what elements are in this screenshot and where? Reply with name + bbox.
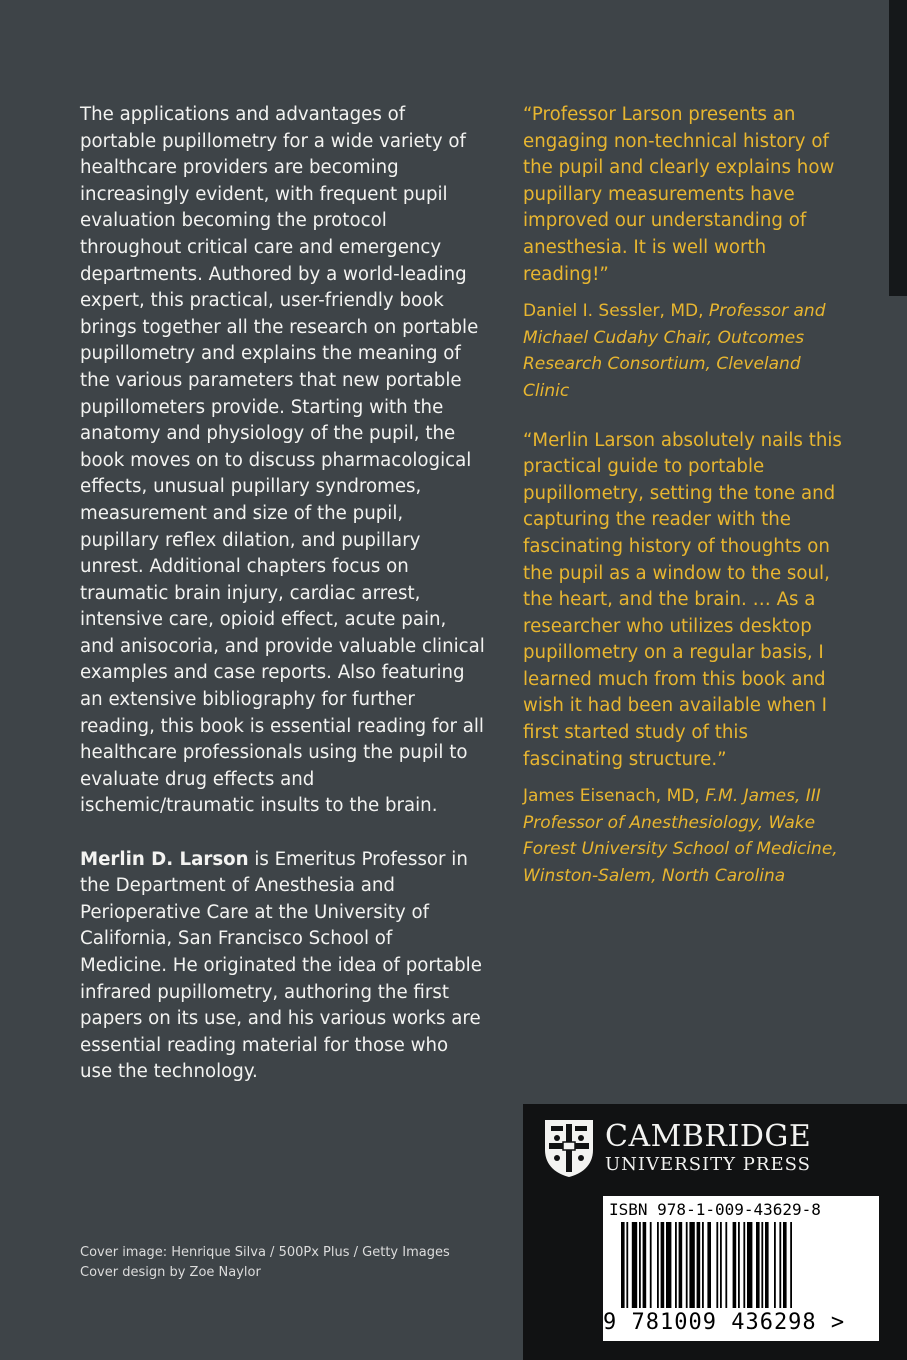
left-column [80, 102, 485, 1086]
endorser-title-1: Professor and Michael Cudahy Chair, Outcomes Research Consortium, Cleveland Clinic [523, 301, 826, 401]
author-name: Merlin D. Larson [80, 848, 249, 870]
publisher-logo [543, 1118, 811, 1178]
endorsement-quote-2: “Merlin Larson absolutely nails this practical guide to portable pupillometry, setting the tone and capturing the reader with the fascinating history of thoughts on the pupil as a window to the soul, the heart, and the brain. … As a researcher who utilizes desktop pupillometry on a regular basis, I learned much from this book and wish it had been available when I first started study of this fascinating structure.” [523, 429, 842, 770]
cover-image-credit: Cover image: Henrique Silva / 500Px Plus / Getty Images [80, 1245, 450, 1260]
publisher-name [605, 1120, 811, 1176]
barcode-digits: 9 781009 436298 > [603, 1310, 846, 1335]
endorser-name-1: Daniel I. Sessler, MD, [523, 301, 709, 322]
cover-credits [80, 1243, 450, 1283]
endorsement-quote-1: “Professor Larson presents an engaging non-technical history of the pupil and clearly explains how pupillary measurements have improved our understanding of anesthesia. It is well worth reading!” [523, 104, 835, 285]
barcode-icon [617, 1222, 865, 1310]
cover-design-credit: Cover design by Zoe Naylor [80, 1265, 261, 1280]
author-bio [80, 847, 485, 1086]
book-description: The applications and advantages of portable pupillometry for a wide variety of healthcare providers are becoming increasingly evident, with frequent pupil evaluation becoming the protocol throughout critical care and emergency departments. Authored by a world-leading expert, this practical, user-friendly book brings together all the research on portable pupillometry and explains the meaning of the various parameters that new portable pupillometers provide. Starting with the anatomy and physiology of the pupil, the book moves on to discuss pharmacological effects, unusual pupillary syndromes, measurement and size of the pupil, pupillary reflex dilation, and pupillary unrest. Additional chapters focus on traumatic brain injury, cardiac arrest, intensive care, opioid effect, acute pain, and anisocoria, and provide valuable clinical examples and case reports. Also featuring an extensive bibliography for further reading, this book is essential reading for all healthcare professionals using the pupil to evaluate drug effects and ischemic/traumatic insults to the brain. [80, 104, 485, 817]
endorser-name-2: James Eisenach, MD, [523, 786, 706, 807]
author-bio-text: is Emeritus Professor in the Department of Anesthesia and Perioperative Care at the University of California, San Francisco School of Medicine. He originated the idea of portable infrared pupillometry, authoring the first papers on its use, and his various works are essential reading material for those who use the technology. [80, 848, 482, 1083]
publisher-name-line1: CAMBRIDGE [605, 1119, 812, 1154]
isbn-label: ISBN 978-1-009-43629-8 [609, 1200, 821, 1219]
right-column [523, 102, 843, 890]
cambridge-crest-icon [543, 1118, 595, 1178]
barcode-box [603, 1196, 879, 1341]
spine-edge-bar [889, 0, 907, 296]
endorser-title-2: F.M. James, III Professor of Anesthesiology, Wake Forest University School of Medicine, Winston-Salem, North Carolina [523, 786, 838, 887]
endorsement-attribution-1 [523, 298, 843, 404]
publisher-panel [523, 1104, 907, 1360]
endorsement-attribution-2 [523, 783, 843, 889]
publisher-name-line2: UNIVERSITY PRESS [605, 1154, 811, 1175]
